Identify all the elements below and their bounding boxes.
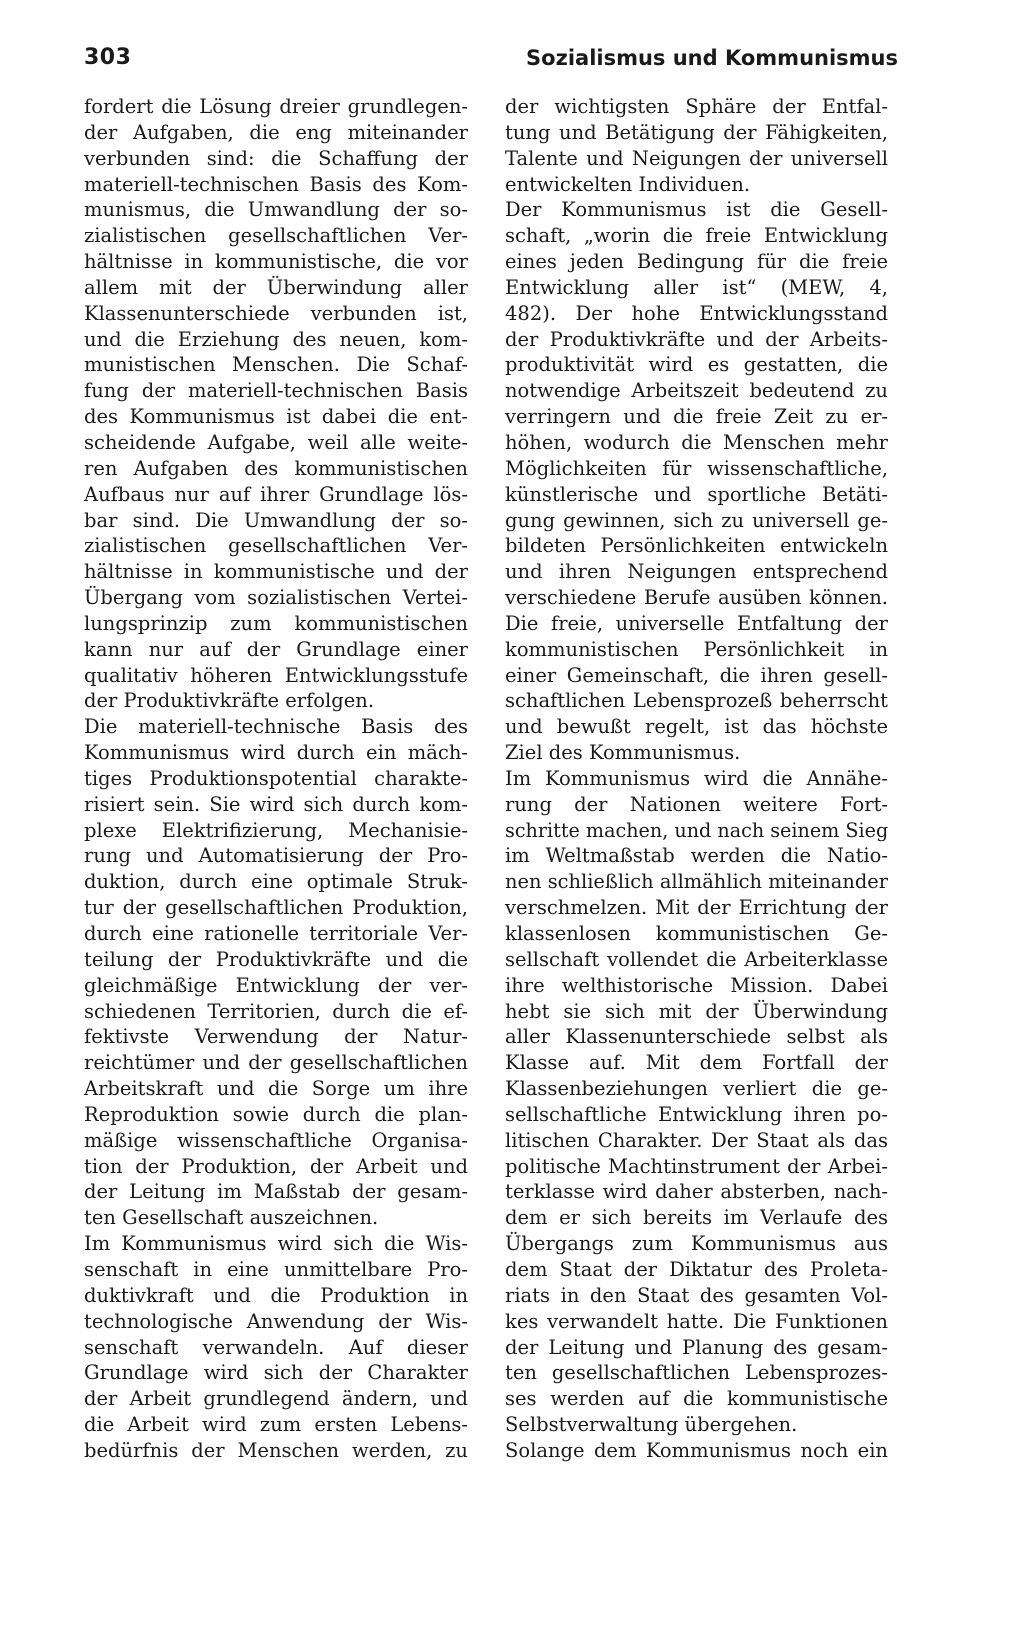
text-line: die Arbeit wird zum ersten Lebens- [84, 1413, 468, 1437]
text-line: materiell-technischen Basis des Kom- [84, 172, 468, 196]
text-line: Übergangs zum Kommunismus aus [505, 1232, 888, 1256]
text-line: Grundlage wird sich der Charakter [84, 1361, 468, 1385]
text-line: fordert die Lösung dreier grundlegen- [84, 95, 468, 118]
text-line: fektivste Verwendung der Natur- [84, 1025, 468, 1049]
text-line: Ziel des Kommunismus. [505, 741, 741, 765]
text-line: schaftlichen Lebensprozeß beherrscht [505, 689, 888, 713]
text-line: hebt sie sich mit der Überwindung [505, 999, 888, 1023]
text-line: scheidende Aufgabe, weil alle weite- [84, 430, 468, 454]
text-line: lungsprinzip zum kommunistischen [84, 611, 468, 635]
running-header-title: Sozialismus und Kommunismus [526, 46, 898, 70]
page-number: 303 [84, 45, 132, 70]
text-line: Aufbaus nur auf ihrer Grundlage lös- [84, 482, 468, 506]
text-line: und die Erziehung des neuen, kom- [84, 327, 468, 351]
text-line: senschaft verwandeln. Auf dieser [84, 1335, 468, 1359]
text-line: Klasse auf. Mit dem Fortfall der [505, 1051, 888, 1075]
text-line: gleichmäßige Entwicklung der ver- [84, 973, 468, 997]
text-line: schiedenen Territorien, durch die ef- [84, 999, 468, 1023]
text-line: bedürfnis der Menschen werden, zu [84, 1438, 468, 1462]
text-line: Reproduktion sowie durch die plan- [84, 1102, 468, 1126]
text-line: reichtümer und der gesellschaftlichen [84, 1051, 468, 1075]
text-line: im Weltmaßstab werden die Natio- [505, 844, 888, 868]
text-line: der Aufgaben, die eng miteinander [84, 120, 468, 144]
text-line: eines jeden Bedingung für die freie [505, 250, 888, 274]
text-line: der Arbeit grundlegend ändern, und [84, 1387, 468, 1411]
text-line: Kommunismus wird durch ein mäch- [84, 741, 468, 765]
text-line: teilung der Produktivkräfte und die [84, 947, 468, 971]
text-line: ten gesellschaftlichen Lebensprozes- [505, 1361, 888, 1385]
text-line: und ihren Neigungen entsprechend [505, 560, 888, 584]
text-line: bildeten Persönlichkeiten entwickeln [505, 534, 888, 558]
text-line: Im Kommunismus wird sich die Wis- [84, 1232, 468, 1256]
text-line: zialistischen gesellschaftlichen Ver- [84, 224, 468, 248]
text-line: Solange dem Kommunismus noch ein [505, 1438, 888, 1462]
text-line: Die freie, universelle Entfaltung der [505, 611, 888, 635]
text-line: verschiedene Berufe ausüben können. [505, 586, 888, 610]
text-line: sellschaft vollendet die Arbeiterklasse [505, 947, 888, 971]
text-line: verschmelzen. Mit der Errichtung der [505, 896, 888, 920]
text-line: künstlerische und sportliche Betäti- [505, 482, 888, 506]
text-line: Selbstverwaltung übergehen. [505, 1413, 798, 1437]
text-column-left [84, 94, 468, 1464]
text-line: allem mit der Überwindung aller [84, 275, 468, 299]
text-line: dem er sich bereits im Verlaufe des [505, 1206, 888, 1230]
text-line: hältnisse in kommunistische, die vor [84, 250, 468, 274]
text-line: qualitativ höheren Entwicklungsstufe [84, 663, 468, 687]
text-line: durch eine rationelle territoriale Ver- [84, 922, 468, 945]
text-line: Entwicklung aller ist“ (MEW, 4, [505, 275, 888, 299]
text-line: einer Gemeinschaft, die ihren gesell- [505, 663, 888, 687]
text-line: Möglichkeiten für wissenschaftliche, [505, 456, 888, 480]
text-line: höhen, wodurch die Menschen mehr [505, 430, 888, 454]
text-line: riats in den Staat des gesamten Vol- [505, 1283, 888, 1307]
text-line: hältnisse in kommunistische und der [84, 560, 468, 584]
text-line: tur der gesellschaftlichen Produktion, [84, 896, 468, 920]
text-line: duktion, durch eine optimale Struk- [84, 870, 468, 894]
text-line: munismus, die Umwandlung der so- [84, 198, 468, 222]
text-line: fung der materiell-technischen Basis [84, 379, 468, 403]
text-line: bar sind. Die Umwandlung der so- [84, 508, 468, 532]
text-line: ten Gesellschaft auszeichnen. [84, 1206, 379, 1230]
text-line: duktivkraft und die Produktion in [84, 1283, 468, 1307]
text-line: Klassenunterschiede verbunden ist, [84, 301, 468, 325]
text-line: verbunden sind: die Schaffung der [84, 146, 468, 170]
text-line: munistischen Menschen. Die Schaf- [84, 353, 468, 377]
text-line: notwendige Arbeitszeit bedeutend zu [505, 379, 888, 403]
text-line: ses werden auf die kommunistische [505, 1387, 888, 1411]
text-line: Klassenbeziehungen verliert die ge- [505, 1077, 888, 1101]
text-line: politische Machtinstrument der Arbei- [505, 1154, 888, 1178]
text-line: Übergang vom sozialistischen Vertei- [84, 586, 468, 610]
text-line: litischen Charakter. Der Staat als das [505, 1128, 888, 1152]
text-line: Der Kommunismus ist die Gesell- [505, 198, 888, 222]
text-line: rung der Nationen weitere Fort- [505, 792, 888, 816]
text-column-right [505, 94, 888, 1464]
text-line: risiert sein. Sie wird sich durch kom- [84, 792, 468, 816]
text-line: und bewußt regelt, ist das höchste [505, 715, 888, 739]
text-line: der wichtigsten Sphäre der Entfal- [505, 95, 888, 118]
text-line: tion der Produktion, der Arbeit und [84, 1154, 468, 1178]
text-line: verringern und die freie Zeit zu er- [505, 405, 888, 429]
text-line: dem Staat der Diktatur des Proleta- [505, 1257, 888, 1281]
text-line: kann nur auf der Grundlage einer [84, 637, 468, 661]
text-line: des Kommunismus ist dabei die ent- [84, 405, 468, 429]
text-line: entwickelten Individuen. [505, 172, 751, 196]
text-line: der Produktivkräfte erfolgen. [84, 689, 375, 713]
text-line: aller Klassenunterschiede selbst als [505, 1025, 888, 1049]
text-line: technologische Anwendung der Wis- [84, 1309, 468, 1333]
text-line: der Produktivkräfte und der Arbeits- [505, 327, 888, 351]
text-line: ren Aufgaben des kommunistischen [84, 456, 468, 480]
text-line: tiges Produktionspotential charakte- [84, 766, 468, 790]
text-line: nen schließlich allmählich miteinander [505, 870, 888, 894]
text-line: zialistischen gesellschaftlichen Ver- [84, 534, 468, 558]
text-line: Im Kommunismus wird die Annähe- [505, 766, 888, 790]
text-line: gung gewinnen, sich zu universell ge- [505, 508, 888, 532]
text-line: der Leitung im Maßstab der gesam- [84, 1180, 468, 1204]
text-line: Talente und Neigungen der universell [505, 146, 888, 170]
text-line: ihre welthistorische Mission. Dabei [505, 973, 888, 997]
text-line: senschaft in eine unmittelbare Pro- [84, 1257, 468, 1281]
text-line: mäßige wissenschaftliche Organisa- [84, 1128, 468, 1152]
text-line: klassenlosen kommunistischen Ge- [505, 922, 888, 945]
text-line: produktivität wird es gestatten, die [505, 353, 888, 377]
text-line: Arbeitskraft und die Sorge um ihre [84, 1077, 468, 1101]
text-line: rung und Automatisierung der Pro- [84, 844, 468, 868]
text-line: kommunistischen Persönlichkeit in [505, 637, 888, 661]
text-line: tung und Betätigung der Fähigkeiten, [505, 120, 888, 144]
text-line: plexe Elektrifizierung, Mechanisie- [84, 818, 468, 842]
text-line: 482). Der hohe Entwicklungsstand [505, 301, 888, 325]
text-line: schritte machen, und nach seinem Sieg [505, 818, 889, 842]
text-line: schaft, „worin die freie Entwicklung [505, 224, 888, 248]
text-line: Die materiell-technische Basis des [84, 715, 468, 739]
text-line: terklasse wird daher absterben, nach- [505, 1180, 888, 1204]
text-line: sellschaftliche Entwicklung ihren po- [505, 1102, 888, 1126]
text-line: kes verwandelt hatte. Die Funktionen [505, 1309, 888, 1333]
text-line: der Leitung und Planung des gesam- [505, 1335, 888, 1359]
